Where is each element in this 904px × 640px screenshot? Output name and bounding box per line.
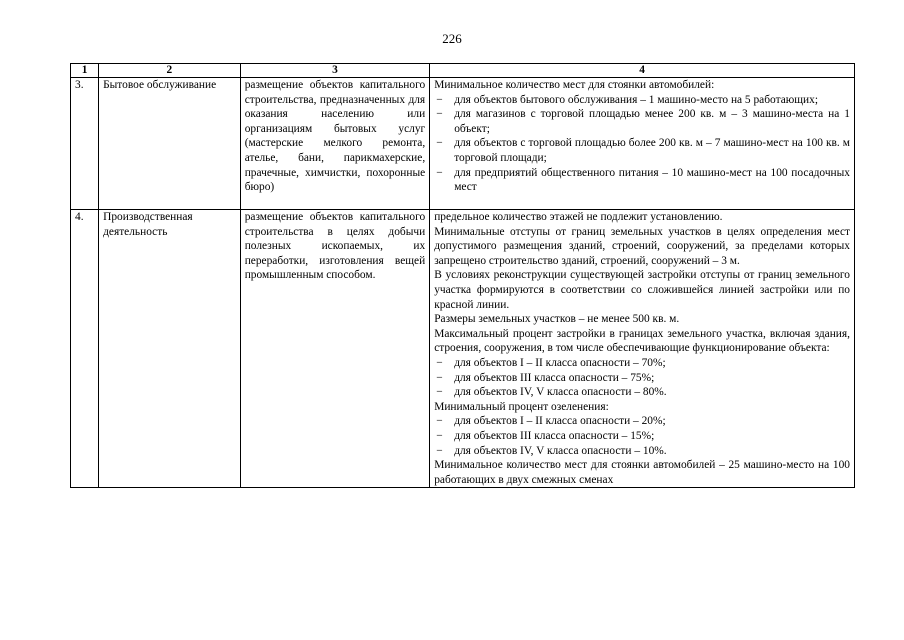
dash-bullet: − — [436, 166, 443, 179]
list-item — [434, 444, 850, 459]
dash-bullet: − — [436, 386, 443, 399]
list-item-text: для объектов бытового обслуживания – 1 машино-место на 5 работающих; — [454, 93, 818, 106]
list-item-text: для объектов III класса опасности – 15%; — [454, 429, 655, 442]
list-item-text: для объектов III класса опасности – 75%; — [454, 371, 655, 384]
paragraph: Минимальные отступы от границ земельных участков в целях определения мест допустимого размещения зданий, строений, сооружений, за пределами которых запрещено строительство зданий, строений, сооружений – 3 м. — [434, 225, 850, 267]
regulations-cell — [430, 78, 855, 210]
dash-bullet: − — [436, 137, 443, 150]
list-item-text: для объектов с торговой площадью более 200 кв. м – 7 машино-мест на 100 кв. м торговой площади; — [454, 137, 850, 164]
list-item — [434, 356, 850, 371]
list-item-text: для объектов IV, V класса опасности – 80%. — [454, 386, 667, 399]
column-header: 4 — [430, 64, 855, 78]
column-header: 3 — [240, 64, 429, 78]
regulations-cell — [430, 210, 855, 488]
column-header: 2 — [99, 64, 241, 78]
use-type-name: Производственная деятельность — [99, 210, 241, 488]
paragraph: Размеры земельных участков – не менее 500 кв. м. — [434, 313, 680, 326]
list-item-text: для магазинов с торговой площадью менее 200 кв. м – 3 машино-места на 1 объект; — [454, 108, 850, 135]
dash-bullet: − — [436, 371, 443, 384]
list-item — [434, 107, 850, 136]
column-header: 1 — [71, 64, 99, 78]
list-item — [434, 429, 850, 444]
list-item-text: для объектов I – II класса опасности – 70%; — [454, 356, 666, 369]
paragraph: Максимальный процент застройки в границах земельного участка, включая здания, строения, сооружения, в том числе обеспечивающие функционирование объекта: — [434, 327, 850, 355]
dash-bullet: − — [436, 429, 443, 442]
list-item-text: для объектов IV, V класса опасности – 10%. — [454, 444, 667, 457]
table-row — [71, 210, 855, 488]
paragraph: Минимальное количество мест для стоянки автомобилей: — [434, 79, 715, 91]
list-item — [434, 93, 850, 108]
dash-bullet: − — [436, 108, 443, 121]
table-row — [71, 78, 855, 210]
row-number: 3. — [71, 78, 99, 210]
page-number: 226 — [442, 31, 462, 46]
paragraph: Минимальный процент озеленения: — [434, 400, 609, 413]
table-header-row — [71, 64, 855, 78]
dash-bullet: − — [436, 356, 443, 369]
list-item — [434, 166, 850, 195]
paragraph: Минимальное количество мест для стоянки автомобилей – 25 машино-место на 100 работающих в двух смежных сменах — [434, 459, 850, 486]
use-type-description: размещение объектов капитального строительства в целях добычи полезных ископаемых, их переработки, изготовления вещей промышленным способом. — [240, 210, 429, 488]
regulations-table — [70, 63, 855, 488]
dash-bullet: − — [436, 93, 443, 106]
list-item-text: для предприятий общественного питания – 10 машино-мест на 100 посадочных мест — [454, 166, 850, 194]
list-item — [434, 414, 850, 429]
dash-bullet: − — [436, 415, 443, 428]
list-item — [434, 385, 850, 400]
list-item — [434, 136, 850, 165]
list-item-text: для объектов I – II класса опасности – 20%; — [454, 415, 666, 428]
use-type-name: Бытовое обслуживание — [99, 78, 241, 210]
paragraph: В условиях реконструкции существующей застройки отступы от границ земельного участка формируются в соответствии со сложившейся линией застройки или по красной линии. — [434, 269, 850, 311]
use-type-description: размещение объектов капитального строительства, предназначенных для оказания населению или организациям бытовых услуг (мастерские мелкого ремонта, ателье, бани, парикмахерские, прачечные, химчистки, похоронные бюро) — [240, 78, 429, 210]
dash-bullet: − — [436, 444, 443, 457]
paragraph: предельное количество этажей не подлежит установлению. — [434, 211, 723, 223]
list-item — [434, 371, 850, 386]
row-number: 4. — [71, 210, 99, 488]
